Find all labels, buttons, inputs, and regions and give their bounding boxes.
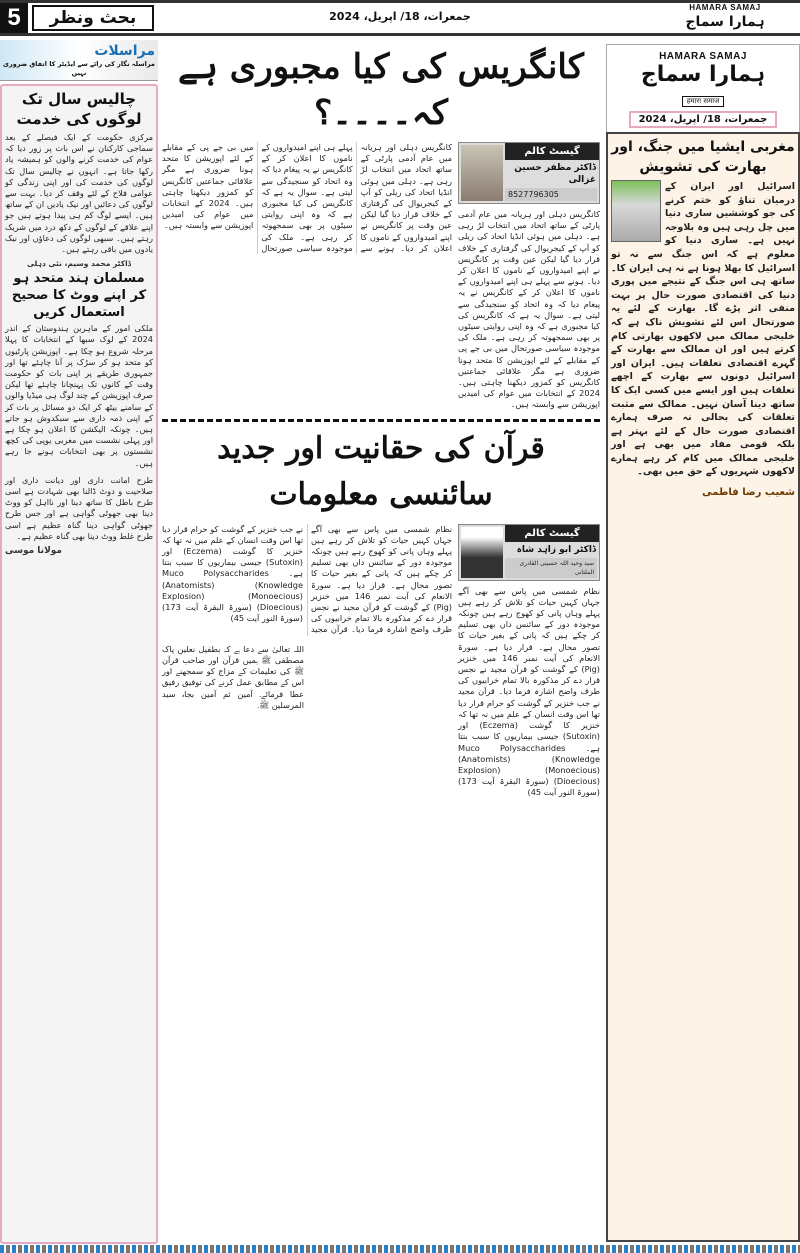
letter2-author: ڈاکٹر محمد وسیم، نئی دہلی xyxy=(26,259,132,269)
guest-column-box-1 xyxy=(458,142,600,204)
masthead-logo-box: HAMARA SAMAJ ہمارا سماج हमारा समाज جمعرات، 18/ اپریل، 2024 xyxy=(606,44,800,133)
author-name: ڈاکٹر مظفر حسین غزالی xyxy=(514,163,596,185)
guest-column-box-2 xyxy=(458,524,600,581)
section-title: بحث ونظر xyxy=(32,5,154,31)
letter2-body: ملکی امور کے ماہرین ہندوستان کے اندر 2024 کے لوک سبھا کے انتخابات کا پہلا مرحلہ شروع ہو چکا ہے۔ اپوزیشن پارٹیوں کو متحد ہو کر سڑک پر آنا چاہئے تھا اور جمہوری طریقے پر اپنی بات کو حکومت وقت کے کانوں تک پہنچانا چاہئے تھا لیکن صرف اپوزیشن کے چند لوگ ہی میڈیا والوں کے سامنے بیٹھ کر ایک دو مسائل پر بات کر کے اپنی ذمہ داری سے سبکدوش ہو جاتے ہیں۔ چونکہ الیکشن کا اعلان ہو چکا ہے اور پہلی نشست میں مغربی یوپی کی کچھ نشستوں پر بھی انتخابات ہونے جا رہے ہیں۔ xyxy=(5,323,153,468)
article1-headline: کانگریس کی کیا مجبوری ہے کہ۔۔۔۔؟ xyxy=(178,47,584,133)
letter1-headline: چالیس سال تک لوگوں کی خدمت xyxy=(16,90,142,128)
author-affiliation: سید وحید اللہ حسینی القادری الملتانی xyxy=(505,558,597,578)
header-date: جمعرات، 18/ اپریل، 2024 xyxy=(329,10,471,23)
letters-banner: مراسلات مراسلہ نگار کی رائے سے ایڈیٹر کا اتفاق ضروری نہیں xyxy=(0,40,158,81)
article2-side xyxy=(458,524,600,799)
article2-headline: قرآن کی حقانیت اور جدید سائنسی معلومات xyxy=(217,430,545,512)
article2-row xyxy=(162,524,600,799)
page-number: 5 xyxy=(0,3,28,33)
article2-closing: اللہ تعالیٰ سے دعا ہے کہ بطفیل نعلین پاک مصطفی ﷺ ہمیں قرآن اور صاحب قرآن ﷺ کی تعلیمات کے مزاج کو سمجھنے اور اس کے مطابق عمل کرنے کی توفیق رفیق عطا فرمائے۔ آمین ثم آمین بجاہ سید المرسلین ﷺ۔ xyxy=(162,643,304,710)
guest-column-label: گیسٹ کالم xyxy=(505,525,599,542)
footer-stripe xyxy=(0,1245,800,1253)
article1-body-a: کانگریس دہلی اور ہریانہ میں عام آدمی پارٹی کے ساتھ اتحاد میں انتخاب لڑ رہی ہے۔ دہلی میں ہوئی انڈیا اتحاد کی ریلی کو آپ کے کیجریوال کی گرفتاری کے خلاف قرار دیا گیا لیکن عین وقت پر کانگریس نے اپنے امیدواروں کے ناموں کا اعلان کر دیا۔ ہونے سے پہلے ہی اپنے امیدواروں کے ناموں کا اعلان کر کے کانگریس نے یہ پیغام دیا کہ وہ اتحاد کو سنجیدگی سے لیتی ہے۔ سوال یہ ہے کہ کانگریس کی کیا مجبوری ہے کہ وہ اپنی روایتی سیٹوں پر بھی سمجھوتہ کر رہی ہے۔ ملک کی موجودہ سیاسی صورتحال میں بی جے پی کے مقابلے کے لئے اپوزیشن کا متحد ہونا ضروری ہے مگر علاقائی جماعتیں کانگریس کو کمزور دیکھنا چاہتی ہیں۔ 2024 کے انتخابات میں عوام کی امیدیں اپوزیشن سے وابستہ ہیں۔ xyxy=(162,142,452,253)
article2-body-a: نظام شمسی میں پاس سے بھی آگے جہاں کہیں حیات کو تلاش کر رہے ہیں پہلے وہاں پانی کو کھوج رہے ہیں چونکہ موجودہ دور کے سائنس داں بھی تسلیم کر چکے ہیں کہ پانی کے بغیر حیات کا تصور محال ہے۔ قرار دیا ہے۔ سورۃ الانعام کی آیت نمبر 146 میں خنزیر (Pig) کے گوشت کو قرآن مجید نے نجس قرار دے کر مذکورہ بالا تمام خرابیوں کی طرف واضح اشارہ فرما دیا۔ قرآن مجید نے جب خنزیر کے گوشت کو حرام قرار دیا تھا اس وقت انسان کے علم میں نہ تھا کہ خنزیر کا گوشت (Eczema) اور (Sutoxin) جیسی بیماریوں کا سبب بنتا ہے۔ Muco Polysaccharides (Anatomists) (Knowledge Explosion) (Monoecious) (Dioecious) (سورۃ البقرۃ آیت 173) (سورۃ النور آیت 45) xyxy=(162,523,453,635)
article1-side xyxy=(458,142,600,411)
letter3-author: مولانا موسی xyxy=(5,546,62,557)
article2-body-b: نظام شمسی میں پاس سے بھی آگے جہاں کہیں حیات کو تلاش کر رہے ہیں پہلے وہاں پانی کو کھوج رہے ہیں چونکہ موجودہ دور کے سائنس داں بھی تسلیم کر چکے ہیں کہ پانی کے بغیر حیات کا تصور محال ہے۔ قرار دیا ہے۔ سورۃ الانعام کی آیت نمبر 146 میں خنزیر (Pig) کے گوشت کو قرآن مجید نے نجس قرار دے کر مذکورہ بالا تمام خرابیوں کی طرف واضح اشارہ فرما دیا۔ قرآن مجید نے جب خنزیر کے گوشت کو حرام قرار دیا تھا اس وقت انسان کے علم میں نہ تھا کہ خنزیر کا گوشت (Eczema) اور (Sutoxin) جیسی بیماریوں کا سبب بنتا ہے۔ Muco Polysaccharides (Anatomists) (Knowledge Explosion) (Monoecious) (Dioecious) (سورۃ البقرۃ آیت 173) (سورۃ النور آیت 45) xyxy=(458,585,600,798)
masthead-date: جمعرات، 18/ اپریل، 2024 xyxy=(629,111,778,128)
letter2-headline: مسلمان ہند متحد ہو کر اپنے ووٹ کا صحیح استعمال کریں xyxy=(11,271,147,321)
letter1-body: مرکزی حکومت کے ایک فیصلے کے بعد سماجی کارکنان نے اس بات پر زور دیا کہ عوام کی خدمت کرنے والوں کو ہمیشہ یاد رکھا جاتا ہے۔ انہوں نے چالیس سال تک لوگوں کی خدمت کی اور اپنی زندگی کو عوامی فلاح کے لئے وقف کر دیا۔ بہت سے لوگوں کی دعائیں اور نیک یادیں ان کے ساتھ ہیں۔ ایسے لوگ کم ہی پیدا ہوتے ہیں جو اپنے علاقے کے لوگوں کے دکھ درد میں شریک رہتے ہیں۔ سبھی لوگوں کی دعاؤں اور نیک یادوں میں باقی رہتے ہیں۔ xyxy=(5,132,153,255)
author-photo xyxy=(611,180,661,242)
guest-column-label: گیسٹ کالم xyxy=(505,143,599,160)
author-photo xyxy=(461,145,503,201)
main-articles xyxy=(162,40,600,799)
editorial-body: اسرائیل اور ایران کے درمیان تناؤ کو ختم کرنے کی جو کوششیں ساری دنیا میں چل رہی ہیں وہ بلاوجہ نہیں ہے۔ ساری دنیا کو معلوم ہے کہ اس جنگ سے نہ تو اسرائیل کا بھلا ہونا ہے نہ ہی ایران کا۔ ساتھ ہی اس جنگ کے نتیجے میں پوری دنیا کی اقتصادی صورت حال پر بہت منفی اثر پڑے گا۔ بھارت کے لئے یہ صورتحال اس لئے تشویش ناک ہے کہ خلیجی ممالک میں لاکھوں بھارتی کام کرتے ہیں اور ان ممالک سے بھارت کے گہرے اقتصادی تعلقات ہیں۔ ایران اور اسرائیل دونوں سے بھارت کے اچھے تعلقات ہیں اور ایسے میں کسی ایک کا ساتھ دینا آسان نہیں۔ ممالک سے مثبت تعلقات کی بحالی نہ صرف ہمارے اقتصادی صورت حال کے لئے بہتر ہے بلکہ قومی مفاد میں بھی ہے اور خلیجی ممالک میں کام کر رہے ہمارے لاکھوں شہریوں کے حق میں بھی۔ xyxy=(611,181,795,478)
author-phone: 8527796305 xyxy=(505,188,597,201)
editorial-author: شعیب رضا فاطمی xyxy=(702,487,795,499)
article1-body-b: کانگریس دہلی اور ہریانہ میں عام آدمی پارٹی کے ساتھ اتحاد میں انتخاب لڑ رہی ہے۔ دہلی میں ہوئی انڈیا اتحاد کی ریلی کو آپ کے کیجریوال کی گرفتاری کے خلاف قرار دیا گیا لیکن عین وقت پر کانگریس نے اپنے امیدواروں کے ناموں کا اعلان کر دیا۔ ہونے سے پہلے ہی اپنے امیدواروں کے ناموں کا اعلان کر کے کانگریس نے یہ پیغام دیا کہ وہ اتحاد کو سنجیدگی سے لیتی ہے۔ سوال یہ ہے کہ کانگریس کی کیا مجبوری ہے کہ وہ اپنی روایتی سیٹوں پر بھی سمجھوتہ کر رہی ہے۔ ملک کی موجودہ سیاسی صورتحال میں بی جے پی کے مقابلے کے لئے اپوزیشن کا متحد ہونا ضروری ہے مگر علاقائی جماعتیں کانگریس کو کمزور دیکھنا چاہتی ہیں۔ 2024 کے انتخابات میں عوام کی امیدیں اپوزیشن سے وابستہ ہیں۔ xyxy=(458,209,600,410)
author-photo xyxy=(461,527,503,578)
author-name: ڈاکٹر ابو زاہد شاہ xyxy=(516,544,596,555)
editorial-headline: مغربی ایشیا میں جنگ، اور بھارت کی تشویش xyxy=(611,139,795,175)
letters-box xyxy=(0,84,158,1244)
divider xyxy=(162,419,600,422)
header-logo: HAMARA SAMAJ ہمارا سماج xyxy=(685,3,765,30)
editorial-box xyxy=(606,132,800,1242)
letter3-body: طرح امانت داری اور دیانت داری اور صلاحیت و دوٹ ڈالنا بھی شہادت ہے اسی طرح باطل کا ساتھ دینا اور نااہل کو ووٹ دینا بھی جھوٹی گواہی ہے اور جس طرح جھوٹی گواہی دینا گناہ عظیم ہے اسی طرح غلط ووٹ دینا بھی گناہ عظیم ہے۔ xyxy=(5,474,153,541)
article1-row xyxy=(162,142,600,411)
